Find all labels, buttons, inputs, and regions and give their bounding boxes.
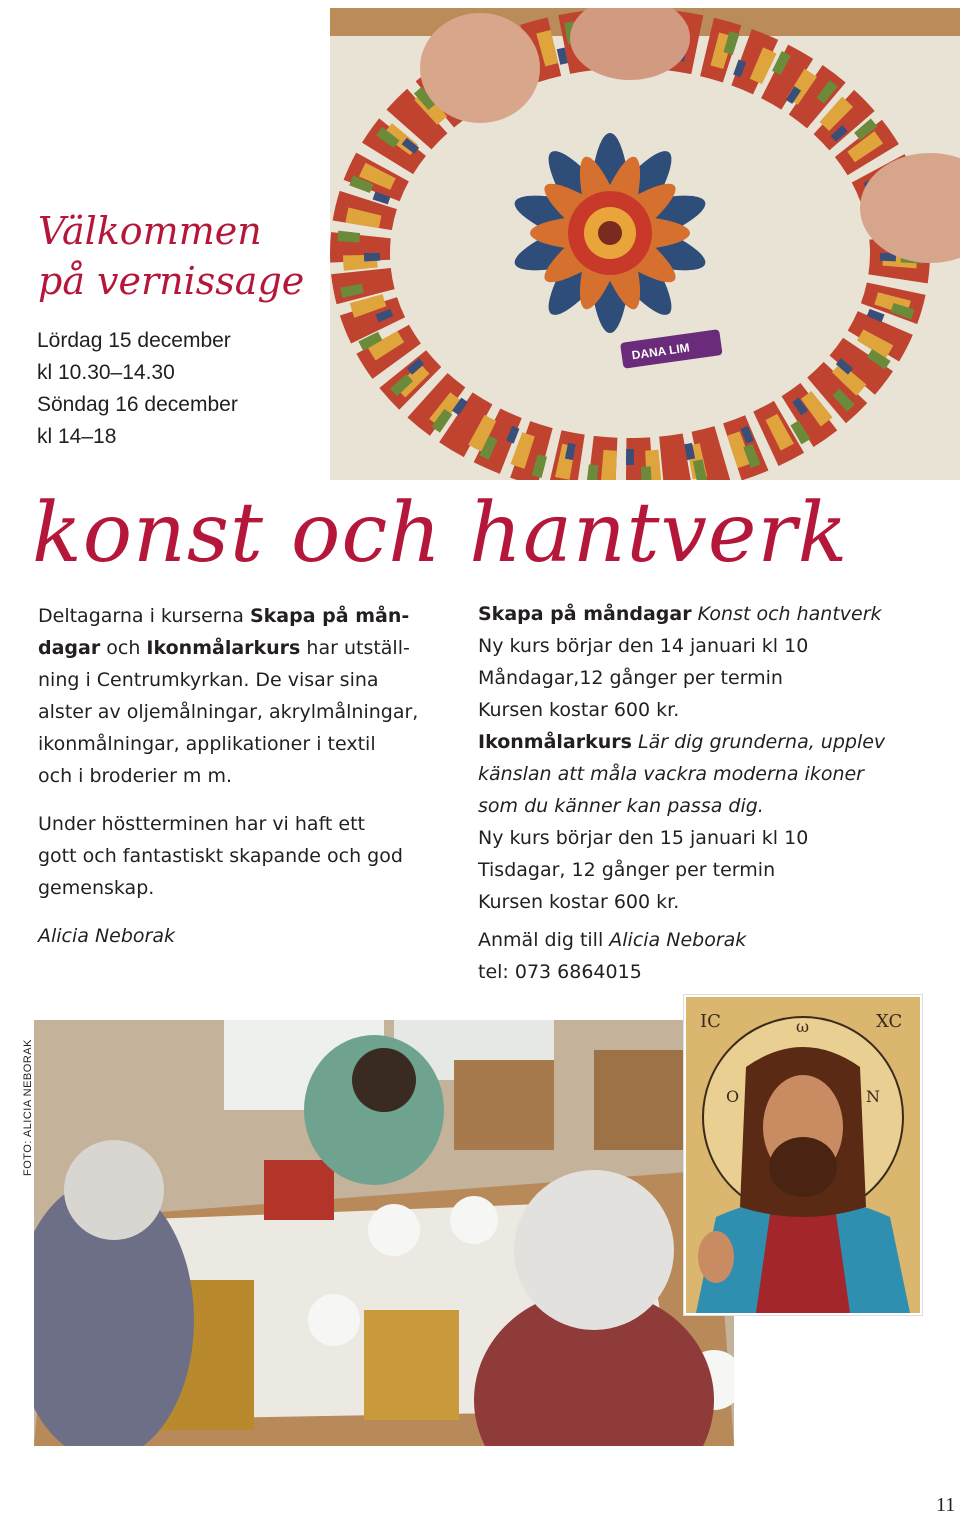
photo-credit: FOTO: ALICIA NEBORAK	[22, 1039, 34, 1176]
date-line-2: kl 10.30–14.30	[37, 361, 175, 384]
intro-text: har utställ-	[300, 637, 410, 659]
photo-textile-applique	[330, 8, 960, 480]
date-line-4: kl 14–18	[37, 425, 117, 448]
course2-start: Ny kurs börjar den 15 januari kl 10	[478, 827, 809, 849]
course2-name: Ikonmålarkurs	[478, 731, 632, 753]
course-info-column	[478, 598, 948, 988]
course2-desc: känslan att måla vackra moderna ikoner	[478, 763, 864, 785]
course-name-skapa: Skapa på mån-	[249, 605, 410, 627]
course2-heading	[478, 726, 948, 758]
date-line-1: Lördag 15 december	[37, 329, 231, 352]
course-name-ikon: Ikonmålarkurs	[146, 637, 301, 659]
intro-column	[38, 600, 458, 952]
autumn-line: Under höstterminen har vi haft ett	[38, 813, 365, 835]
icon-letters-left: IC	[700, 1011, 721, 1032]
intro-paragraph	[38, 600, 458, 792]
photo-christ-icon	[684, 995, 922, 1315]
icon-letter-omega: ω	[796, 1017, 810, 1036]
signup-line	[478, 924, 948, 956]
autumn-line: gemenskap.	[38, 877, 155, 899]
welcome-line-1: Välkommen	[38, 209, 262, 253]
intro-text: Deltagarna i kurserna	[38, 605, 250, 627]
course2-desc: Lär dig grunderna, upplev	[638, 731, 886, 753]
intro-line: ikonmålningar, applikationer i textil	[38, 733, 376, 755]
photo-painting-class	[34, 1020, 734, 1446]
signup-name: Alicia Neborak	[609, 929, 747, 951]
course-name-skapa-cont: dagar	[38, 637, 101, 659]
welcome-line-2: på vernissage	[38, 259, 305, 303]
icon-letter-o: O	[726, 1087, 740, 1106]
course1-heading	[478, 598, 948, 630]
course1-subtitle: Konst och hantverk	[697, 603, 882, 625]
intro-text: och	[100, 637, 147, 659]
main-title: konst och hantverk	[32, 486, 849, 581]
glue-tube-label: DANA LIM	[630, 340, 691, 363]
welcome-heading	[38, 206, 304, 306]
course1-name: Skapa på måndagar	[478, 603, 692, 625]
course1-start: Ny kurs börjar den 14 januari kl 10	[478, 635, 809, 657]
icon-letters-right: XC	[876, 1011, 903, 1032]
autumn-paragraph	[38, 808, 458, 904]
signup-text: Anmäl dig till	[478, 929, 610, 951]
course2-desc: som du känner kan passa dig.	[478, 795, 764, 817]
page-number: 11	[936, 1494, 956, 1516]
icon-letter-n: N	[866, 1087, 880, 1106]
course2-schedule: Tisdagar, 12 gånger per termin	[478, 859, 776, 881]
intro-line: och i broderier m m.	[38, 765, 233, 787]
signature: Alicia Neborak	[38, 925, 176, 947]
course1-price: Kursen kostar 600 kr.	[478, 699, 680, 721]
course1-schedule: Måndagar,12 gånger per termin	[478, 667, 783, 689]
date-line-3: Söndag 16 december	[37, 393, 238, 416]
autumn-line: gott och fantastiskt skapande och god	[38, 845, 403, 867]
course2-price: Kursen kostar 600 kr.	[478, 891, 680, 913]
intro-line: alster av oljemålningar, akrylmålningar,	[38, 701, 419, 723]
intro-line: ning i Centrumkyrkan. De visar sina	[38, 669, 379, 691]
phone-number: tel: 073 6864015	[478, 961, 642, 983]
vernissage-dates	[37, 325, 238, 453]
